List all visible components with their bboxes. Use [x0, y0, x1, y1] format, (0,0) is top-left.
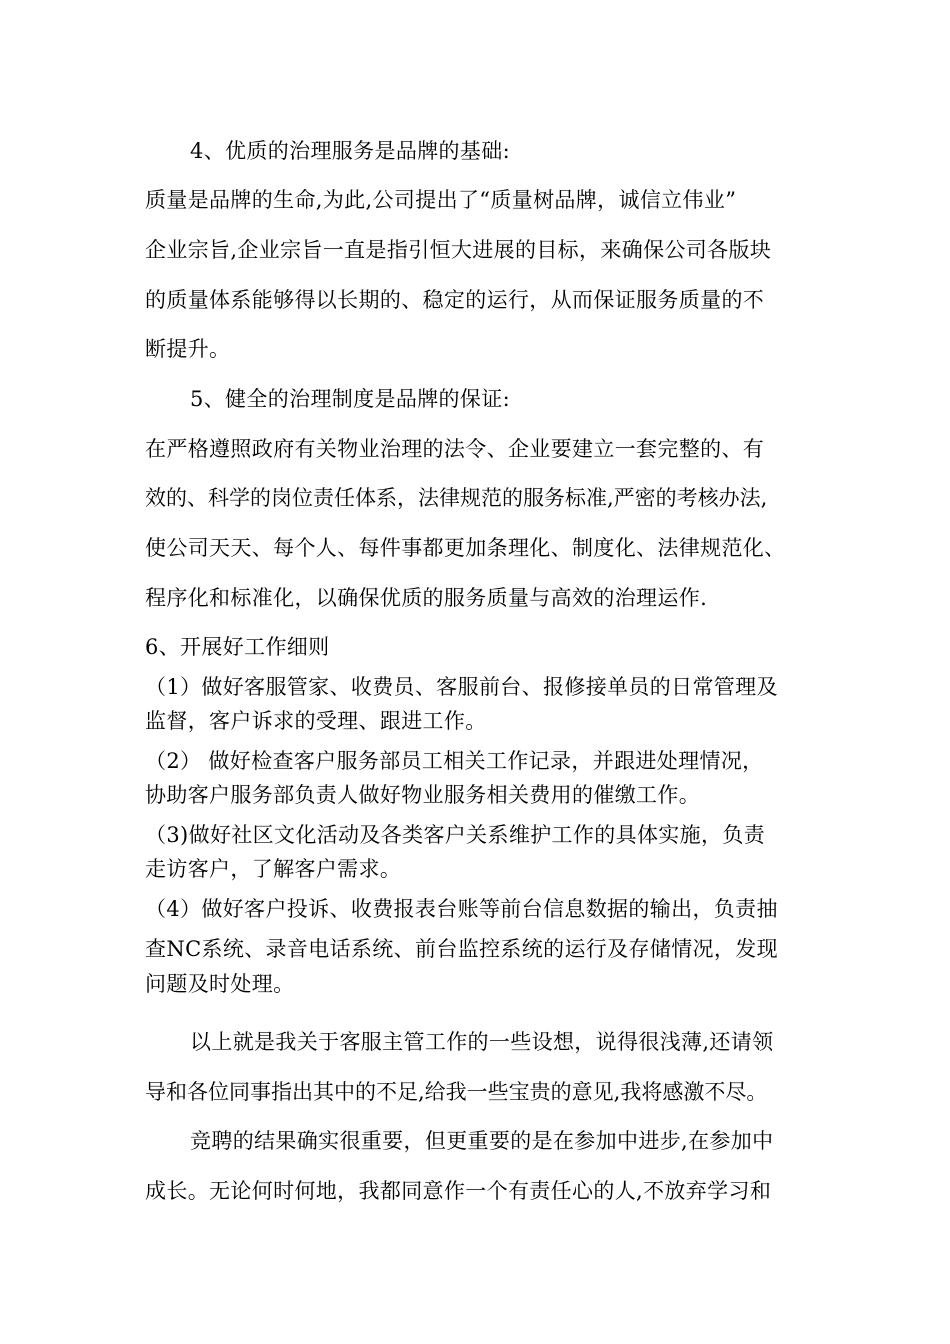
section-heading-6: 6、开展好工作细则	[145, 635, 330, 659]
list-item-line: 走访客户，了解客户需求。	[145, 857, 402, 881]
paragraph-line: 质量是品牌的生命,为此,公司提出了“质量树品牌，诚信立伟业”	[145, 188, 737, 212]
list-item-line: 监督，客户诉求的受理、跟进工作。	[145, 709, 487, 733]
list-item-line: （4）做好客户投诉、收费报表台账等前台信息数据的输出，负责抽	[145, 897, 778, 921]
paragraph-line: 的质量体系能够得以长期的、稳定的运行，从而保证服务质量的不	[145, 288, 765, 312]
paragraph-line: 导和各位同事指出其中的不足,给我一些宝贵的意见,我将感激不尽。	[145, 1080, 768, 1104]
paragraph-line: 在严格遵照政府有关物业治理的法令、企业要建立一套完整的、有	[145, 437, 765, 461]
paragraph-line: 以上就是我关于客服主管工作的一些设想，说得很浅薄,还请领	[190, 1030, 774, 1054]
section-heading-4: 4、优质的治理服务是品牌的基础:	[190, 139, 511, 163]
section-heading-5: 5、健全的治理制度是品牌的保证:	[190, 387, 511, 411]
list-item-line: 协助客户服务部负责人做好物业服务相关费用的催缴工作。	[145, 783, 701, 807]
list-item-line: （1）做好客服管家、收费员、客服前台、报修接单员的日常管理及	[145, 675, 778, 699]
paragraph-line: 效的、科学的岗位责任体系，法律规范的服务标准,严密的考核办法,	[145, 486, 768, 510]
paragraph-line: 使公司天天、每个人、每件事都更加条理化、制度化、法律规范化、	[145, 536, 786, 560]
list-item-line: 查NC系统、录音电话系统、前台监控系统的运行及存储情况，发现	[145, 937, 778, 961]
paragraph-line: 成长。无论何时何地，我都同意作一个有责任心的人,不放弃学习和	[145, 1179, 772, 1203]
list-item-line: （3)做好社区文化活动及各类客户关系维护工作的具体实施，负责	[145, 823, 766, 847]
list-item-line: （2） 做好检查客户服务部员工相关工作记录，并跟进处理情况，	[145, 749, 764, 773]
list-item-line: 问题及时处理。	[145, 972, 295, 996]
paragraph-line: 企业宗旨,企业宗旨一直是指引恒大进展的目标，来确保公司各版块	[145, 238, 772, 262]
paragraph-line: 程序化和标准化，以确保优质的服务质量与高效的治理运作.	[145, 586, 708, 610]
paragraph-line: 竞聘的结果确实很重要，但更重要的是在参加中进步,在参加中	[190, 1129, 774, 1153]
paragraph-line: 断提升。	[145, 337, 231, 361]
